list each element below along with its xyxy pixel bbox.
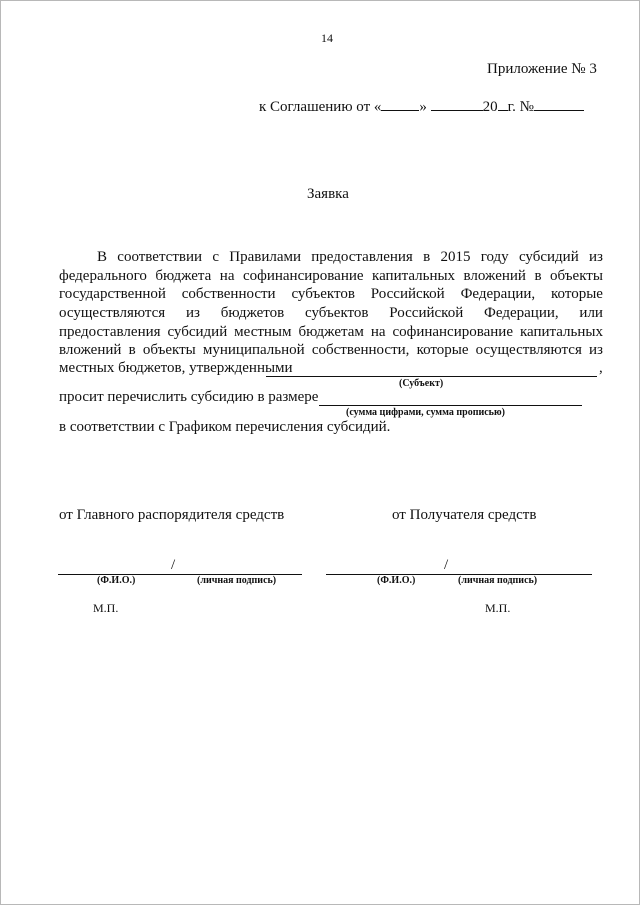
body-word: субъектов [305, 305, 369, 322]
subject-caption: (Субъект) [399, 378, 444, 389]
body-word: которые [416, 342, 469, 359]
body-word: субсидий [167, 323, 228, 340]
body-line [59, 248, 603, 267]
body-line [59, 341, 603, 360]
agreement-quote-close: » [419, 99, 427, 115]
appendix-label: Приложение № 3 [487, 61, 597, 77]
body-word: субъектов [291, 286, 355, 303]
body-word: на [219, 267, 235, 284]
body-word: из [589, 342, 603, 359]
body-word: из [588, 249, 603, 265]
body-word: или [579, 305, 603, 322]
schedule-line: в соответствии с Графиком перечисления субсидий. [59, 419, 391, 435]
body-word: софинансирование [392, 323, 513, 340]
body-line [59, 267, 603, 286]
body-word: капитальных [519, 323, 603, 340]
body-word: осуществляются [59, 305, 166, 322]
agreement-day-blank [381, 96, 419, 111]
body-word: В [97, 249, 108, 265]
body-word: Российской [370, 286, 445, 303]
body-word: бюджетов [220, 305, 285, 322]
body-word: в [423, 249, 431, 265]
body-word: соответствии [117, 249, 203, 265]
manager-signature-caption: (личная подпись) [197, 575, 277, 586]
approved-by-label: местных бюджетов, утвержденными [59, 360, 293, 376]
request-label: просит перечислить субсидию в размере [59, 389, 319, 405]
body-word: Федерации, [460, 286, 536, 303]
agreement-year-prefix: 20 [482, 99, 498, 115]
body-word: государственной [59, 286, 166, 303]
document-title: Заявка [307, 186, 349, 202]
amount-caption: (сумма цифрами, сумма прописью) [346, 407, 505, 418]
body-word: на [370, 323, 386, 340]
body-word: субсидий [518, 249, 579, 265]
body-word: софинансирование [242, 267, 364, 284]
body-paragraph [59, 248, 603, 360]
body-word: предоставления [311, 249, 413, 265]
body-word: объекты [142, 342, 196, 359]
recipient-slash: / [444, 557, 449, 573]
subject-blank-line [266, 376, 597, 377]
approved-comma: , [599, 360, 603, 376]
body-word: осуществляются [475, 342, 582, 359]
body-word: бюджетам [298, 323, 364, 340]
body-word: в [128, 342, 136, 359]
agreement-year-suffix: г. № [507, 99, 534, 115]
recipient-fio-caption: (Ф.И.О.) [377, 575, 416, 586]
body-line [59, 304, 603, 323]
body-word: капитальных [372, 267, 456, 284]
agreement-number-blank [534, 96, 584, 111]
body-word: собственности [181, 286, 276, 303]
body-line [59, 323, 603, 342]
recipient-signature-caption: (личная подпись) [458, 575, 538, 586]
body-word: федерального [59, 267, 147, 284]
manager-slash: / [171, 557, 176, 573]
body-word: местным [234, 323, 292, 340]
body-word: объекты [550, 267, 603, 284]
agreement-reference [259, 96, 584, 116]
body-word: с [212, 249, 219, 265]
body-word: которые [551, 286, 603, 303]
body-word: 2015 [440, 249, 471, 265]
agreement-month-blank [431, 96, 483, 111]
body-word: бюджета [155, 267, 212, 284]
body-word: вложений [59, 342, 122, 359]
page-number: 14 [321, 31, 333, 45]
body-word: Федерации, [484, 305, 559, 322]
recipient-stamp: М.П. [485, 601, 511, 615]
body-word: собственности, [311, 342, 410, 359]
amount-blank-line [319, 405, 582, 406]
body-word: предоставления [59, 323, 161, 340]
body-line [59, 285, 603, 304]
agreement-prefix: к Соглашению от « [259, 99, 382, 115]
agreement-year-blank [498, 96, 508, 111]
body-word: из [186, 305, 200, 322]
manager-fio-caption: (Ф.И.О.) [97, 575, 136, 586]
from-recipient-label: от Получателя средств [392, 507, 537, 523]
body-word: Российской [389, 305, 464, 322]
from-manager-label: от Главного распорядителя средств [59, 507, 285, 523]
body-word: вложений [463, 267, 526, 284]
body-word: году [480, 249, 509, 265]
manager-stamp: М.П. [93, 601, 119, 615]
body-word: в [534, 267, 542, 284]
body-word: Правилами [229, 249, 302, 265]
body-word: муниципальной [202, 342, 305, 359]
